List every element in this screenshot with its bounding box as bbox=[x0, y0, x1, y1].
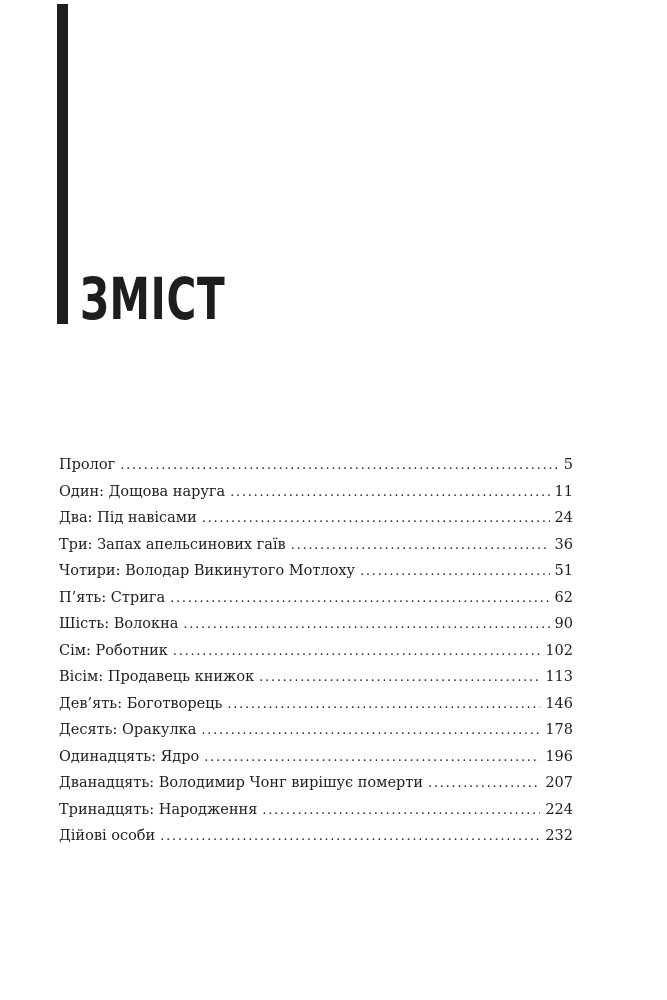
toc-leader-dots bbox=[227, 692, 540, 719]
toc-entry bbox=[59, 744, 573, 771]
toc-leader-dots bbox=[173, 639, 540, 666]
toc-entry-page: 102 bbox=[545, 642, 573, 659]
toc-entry-page: 11 bbox=[554, 483, 573, 500]
toc-entry-label: Тринадцять: Народження bbox=[59, 801, 258, 818]
decorative-side-bar bbox=[57, 4, 68, 324]
toc-entry-page: 224 bbox=[545, 801, 573, 818]
toc-entry bbox=[59, 664, 573, 691]
toc-leader-dots bbox=[160, 824, 540, 851]
toc-entry bbox=[59, 452, 573, 479]
toc-entry-page: 24 bbox=[554, 510, 573, 526]
toc-leader-dots bbox=[262, 798, 540, 825]
toc-entry bbox=[59, 691, 573, 718]
toc-leader-dots bbox=[428, 771, 540, 798]
toc-entry bbox=[59, 558, 573, 585]
toc-entry-page: 62 bbox=[554, 589, 573, 606]
toc-entry bbox=[59, 505, 573, 532]
toc-leader-dots bbox=[170, 586, 549, 613]
toc-entry-label: Три: Запах апельсинових гаїв bbox=[59, 536, 286, 553]
toc-leader-dots bbox=[202, 506, 550, 533]
toc-entry-label: Сім: Роботник bbox=[59, 642, 168, 659]
toc-leader-dots bbox=[204, 745, 540, 772]
toc-entry bbox=[59, 823, 573, 850]
toc-entry-label: Дійові особи bbox=[59, 828, 156, 844]
toc-entry-label: Шість: Волокна bbox=[59, 616, 179, 632]
toc-entry bbox=[59, 797, 573, 824]
toc-leader-dots bbox=[259, 665, 540, 692]
toc-entry bbox=[59, 717, 573, 744]
toc-leader-dots bbox=[360, 559, 550, 586]
toc-entry-label: Дев’ять: Боготворець bbox=[59, 695, 223, 712]
toc-entry-label: Одинадцять: Ядро bbox=[59, 748, 200, 765]
toc-entry-page: 196 bbox=[545, 748, 573, 765]
toc-leader-dots bbox=[291, 533, 550, 560]
toc-entry bbox=[59, 585, 573, 612]
toc-leader-dots bbox=[183, 612, 549, 639]
toc-entry bbox=[59, 770, 573, 797]
toc-entry-page: 5 bbox=[563, 457, 573, 473]
toc-entry-label: Один: Дощова наруга bbox=[59, 483, 226, 500]
toc-entry-page: 90 bbox=[554, 616, 573, 632]
table-of-contents bbox=[59, 452, 573, 850]
toc-entry-page: 232 bbox=[545, 828, 573, 844]
toc-entry bbox=[59, 532, 573, 559]
toc-entry-label: Десять: Оракулка bbox=[59, 722, 197, 738]
toc-entry-label: Два: Під навісами bbox=[59, 510, 197, 526]
page-title: ЗМІСТ bbox=[80, 265, 226, 333]
toc-entry-page: 113 bbox=[545, 669, 573, 685]
toc-entry-label: Дванадцять: Володимир Чонг вирішує померти bbox=[59, 775, 423, 791]
toc-entry-page: 207 bbox=[545, 775, 573, 791]
toc-entry-page: 36 bbox=[554, 536, 573, 553]
toc-leader-dots bbox=[201, 718, 540, 745]
toc-entry-label: Вісім: Продавець книжок bbox=[59, 669, 255, 685]
toc-entry bbox=[59, 638, 573, 665]
toc-entry-page: 146 bbox=[545, 695, 573, 712]
toc-entry bbox=[59, 611, 573, 638]
toc-entry-label: П’ять: Стрига bbox=[59, 589, 166, 606]
toc-leader-dots bbox=[120, 453, 559, 480]
toc-entry-label: Пролог bbox=[59, 457, 116, 473]
toc-entry-label: Чотири: Володар Викинутого Мотлоху bbox=[59, 563, 356, 579]
toc-entry-page: 178 bbox=[545, 722, 573, 738]
toc-entry bbox=[59, 479, 573, 506]
toc-entry-page: 51 bbox=[554, 563, 573, 579]
toc-leader-dots bbox=[230, 480, 549, 507]
